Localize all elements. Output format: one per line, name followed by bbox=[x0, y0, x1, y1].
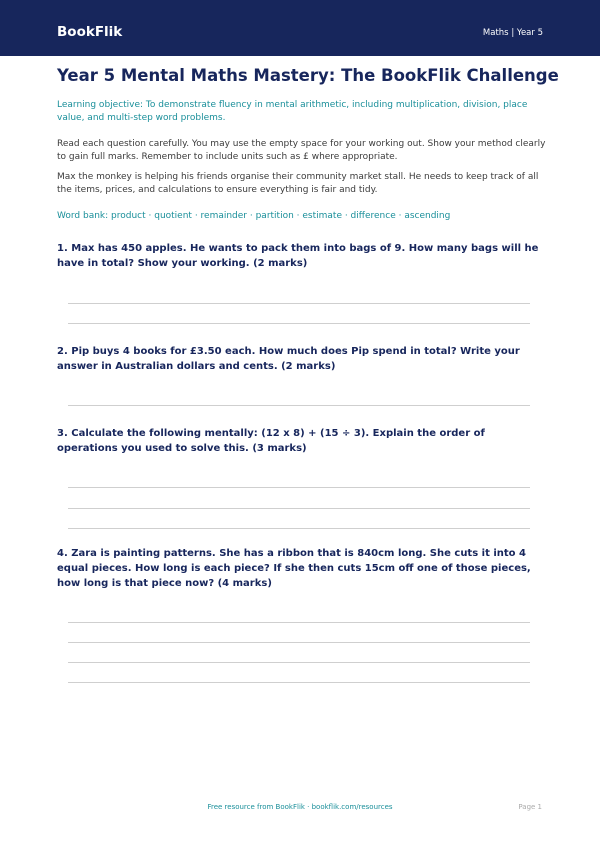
answer-line[interactable] bbox=[68, 662, 530, 663]
answer-line[interactable] bbox=[68, 323, 530, 324]
page-number: Page 1 bbox=[518, 803, 542, 811]
brand-logo-text[interactable]: BookFlik bbox=[57, 24, 123, 40]
breadcrumb: Maths | Year 5 bbox=[482, 28, 543, 38]
learning-objective: Learning objective: To demonstrate fluency in mental arithmetic, including multiplication, division, place value, and multi-step word problems. bbox=[57, 100, 528, 123]
answer-line[interactable] bbox=[68, 508, 530, 509]
word-bank: Word bank: product · quotient · remainder · partition · estimate · difference · ascending bbox=[57, 211, 451, 221]
question-4: 4. Zara is painting patterns. She has a ribbon that is 840cm long. She cuts it into 4 equal pieces. How long is each piece? If she then cuts 15cm off one of those pieces, how long is that piece now? (4 marks) bbox=[57, 548, 531, 589]
answer-line[interactable] bbox=[68, 642, 530, 643]
page-title: Year 5 Mental Maths Mastery: The BookFlik Challenge bbox=[57, 66, 559, 85]
header-bar bbox=[0, 0, 600, 56]
answer-line[interactable] bbox=[68, 303, 530, 304]
question-1: 1. Max has 450 apples. He wants to pack them into bags of 9. How many bags will he have in total? Show your working. (2 marks) bbox=[57, 243, 539, 269]
intro-text: Max the monkey is helping his friends organise their community market stall. He needs to keep track of all the items, prices, and calculations to ensure everything is fair and tidy. bbox=[57, 172, 539, 195]
answer-line[interactable] bbox=[68, 528, 530, 529]
question-3: 3. Calculate the following mentally: (12 x 8) + (15 ÷ 3). Explain the order of operations you used to solve this. (3 marks) bbox=[57, 428, 485, 454]
question-2: 2. Pip buys 4 books for £3.50 each. How much does Pip spend in total? Write your answer in Australian dollars and cents. (2 marks) bbox=[57, 346, 520, 372]
answer-line[interactable] bbox=[68, 622, 530, 623]
answer-line[interactable] bbox=[68, 405, 530, 406]
answer-line[interactable] bbox=[68, 682, 530, 683]
instructions-text: Read each question carefully. You may use the empty space for your working out. Show your method clearly to gain full marks. Remember to include units such as £ where appropriate. bbox=[57, 139, 546, 162]
answer-line[interactable] bbox=[68, 487, 530, 488]
footer-credit[interactable]: Free resource from BookFlik · bookflik.com/resources bbox=[207, 803, 393, 811]
